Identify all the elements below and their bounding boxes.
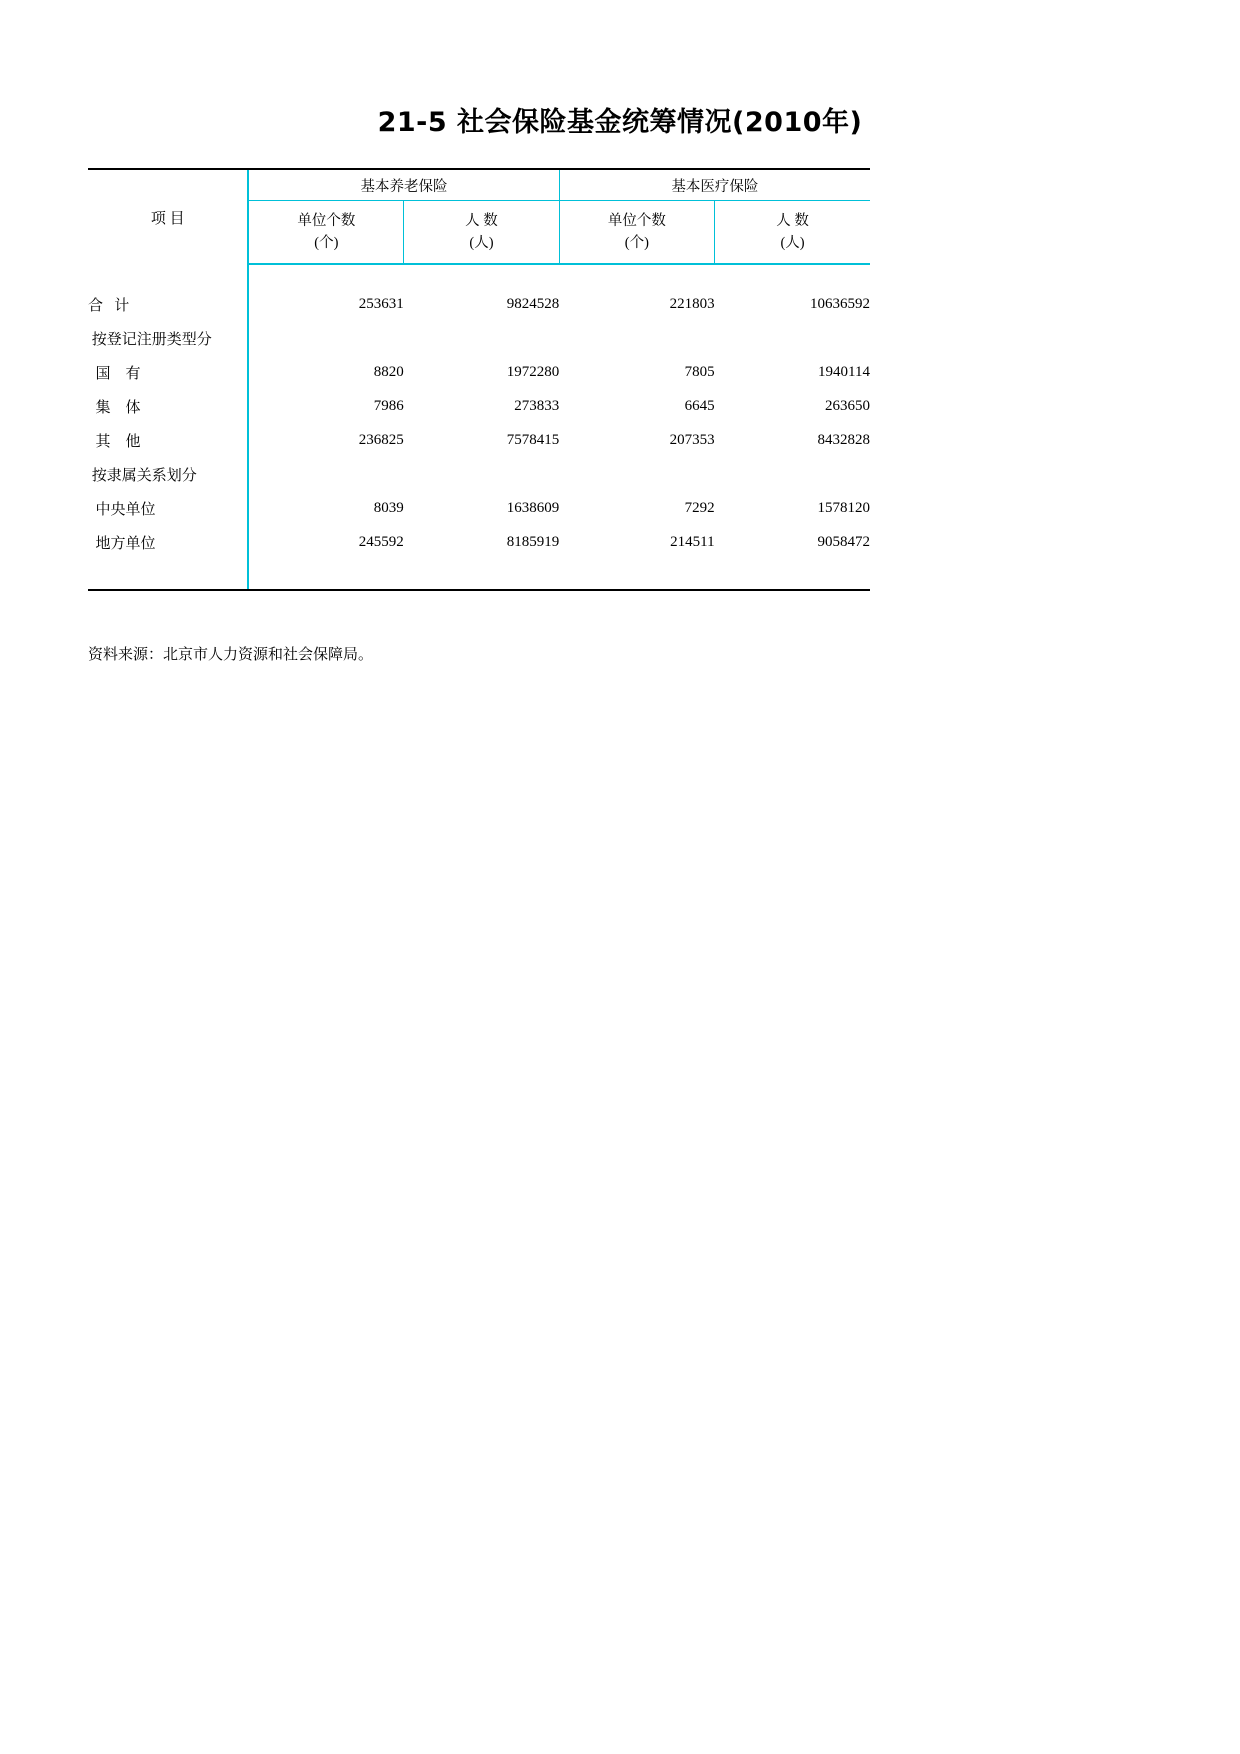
- col-header-line1: 单位个数: [607, 212, 666, 229]
- table-row: [88, 491, 870, 525]
- table-row: [88, 321, 870, 355]
- row-value: 1578120: [817, 499, 870, 516]
- spacer-cell: [248, 264, 403, 287]
- group-header-pension: 基本养老保险: [248, 169, 559, 201]
- row-value: 7578415: [506, 431, 560, 448]
- col-header-line2: (个): [624, 235, 649, 251]
- row-value: 7805: [684, 363, 715, 380]
- row-value: [404, 457, 559, 491]
- col-header-line2: (个): [314, 235, 339, 251]
- col-header-line1: 单位个数: [297, 212, 356, 229]
- row-value: 1940114: [818, 363, 870, 380]
- col-header-pension-persons: [404, 201, 559, 265]
- row-value: 10636592: [810, 295, 870, 312]
- row-value: 245592: [248, 525, 403, 559]
- row-value: 236825: [248, 423, 403, 457]
- row-value: 1638609: [506, 499, 560, 516]
- row-value: [715, 457, 870, 491]
- item-column-header: 项 目: [88, 169, 248, 264]
- group-header-medical: 基本医疗保险: [559, 169, 870, 201]
- row-value: [404, 321, 559, 355]
- row-value: 9058472: [817, 533, 870, 550]
- row-value: [559, 321, 714, 355]
- row-value: 7292: [684, 499, 715, 516]
- statistics-table: [88, 168, 870, 591]
- table-row: [88, 355, 870, 389]
- table-row: [88, 423, 870, 457]
- col-header-line2: (人): [780, 235, 805, 251]
- row-label: 集 体: [88, 399, 141, 416]
- table-row: [88, 389, 870, 423]
- bottom-rule-cell: [559, 559, 714, 590]
- spacer-cell: [715, 264, 870, 287]
- row-value: 6645: [684, 397, 715, 414]
- row-value: 9824528: [506, 295, 560, 312]
- row-label: 按隶属关系划分: [88, 467, 197, 484]
- row-value: 273833: [514, 397, 560, 414]
- bottom-rule-cell: [715, 559, 870, 590]
- row-label: 其 他: [88, 433, 141, 450]
- row-value: [248, 321, 403, 355]
- col-header-line1: 人 数: [465, 212, 498, 229]
- table-row: [88, 457, 870, 491]
- table-row: [88, 287, 870, 321]
- row-label: 国 有: [88, 365, 141, 382]
- row-value: [248, 457, 403, 491]
- row-value: 263650: [825, 397, 870, 414]
- col-header-line1: 人 数: [776, 212, 809, 229]
- row-value: 1972280: [506, 363, 560, 380]
- spacer-row: [88, 264, 870, 287]
- row-value: 8039: [248, 491, 403, 525]
- bottom-rule-cell: [248, 559, 403, 590]
- col-header-medical-persons: [715, 201, 870, 265]
- row-value: 8432828: [817, 431, 870, 448]
- row-value: 221803: [669, 295, 715, 312]
- table: [88, 168, 870, 591]
- row-value: 207353: [669, 431, 715, 448]
- col-header-pension-units: [248, 201, 403, 265]
- col-header-medical-units: [559, 201, 714, 265]
- spacer-cell: [404, 264, 559, 287]
- row-label: 中央单位: [88, 501, 156, 518]
- row-value: 7986: [248, 389, 403, 423]
- bottom-rule-cell: [88, 559, 248, 590]
- row-value: 214511: [670, 533, 715, 550]
- row-value: 8185919: [506, 533, 560, 550]
- row-label: 地方单位: [88, 535, 156, 552]
- table-row: [88, 525, 870, 559]
- bottom-rule-cell: [404, 559, 559, 590]
- row-value: 253631: [248, 287, 403, 321]
- row-label: 按登记注册类型分: [88, 331, 212, 348]
- spacer-cell: [559, 264, 714, 287]
- row-value: [715, 321, 870, 355]
- col-header-line2: (人): [469, 235, 494, 251]
- table-bottom-rule-row: [88, 559, 870, 590]
- row-value: [559, 457, 714, 491]
- spacer-cell: [88, 264, 248, 287]
- row-value: 8820: [248, 355, 403, 389]
- row-label: 合 计: [88, 297, 130, 314]
- page-title: 21-5 社会保险基金统筹情况(2010年): [377, 107, 863, 138]
- source-note: 资料来源：北京市人力资源和社会保障局。: [88, 647, 374, 663]
- header-group-row: [88, 169, 870, 201]
